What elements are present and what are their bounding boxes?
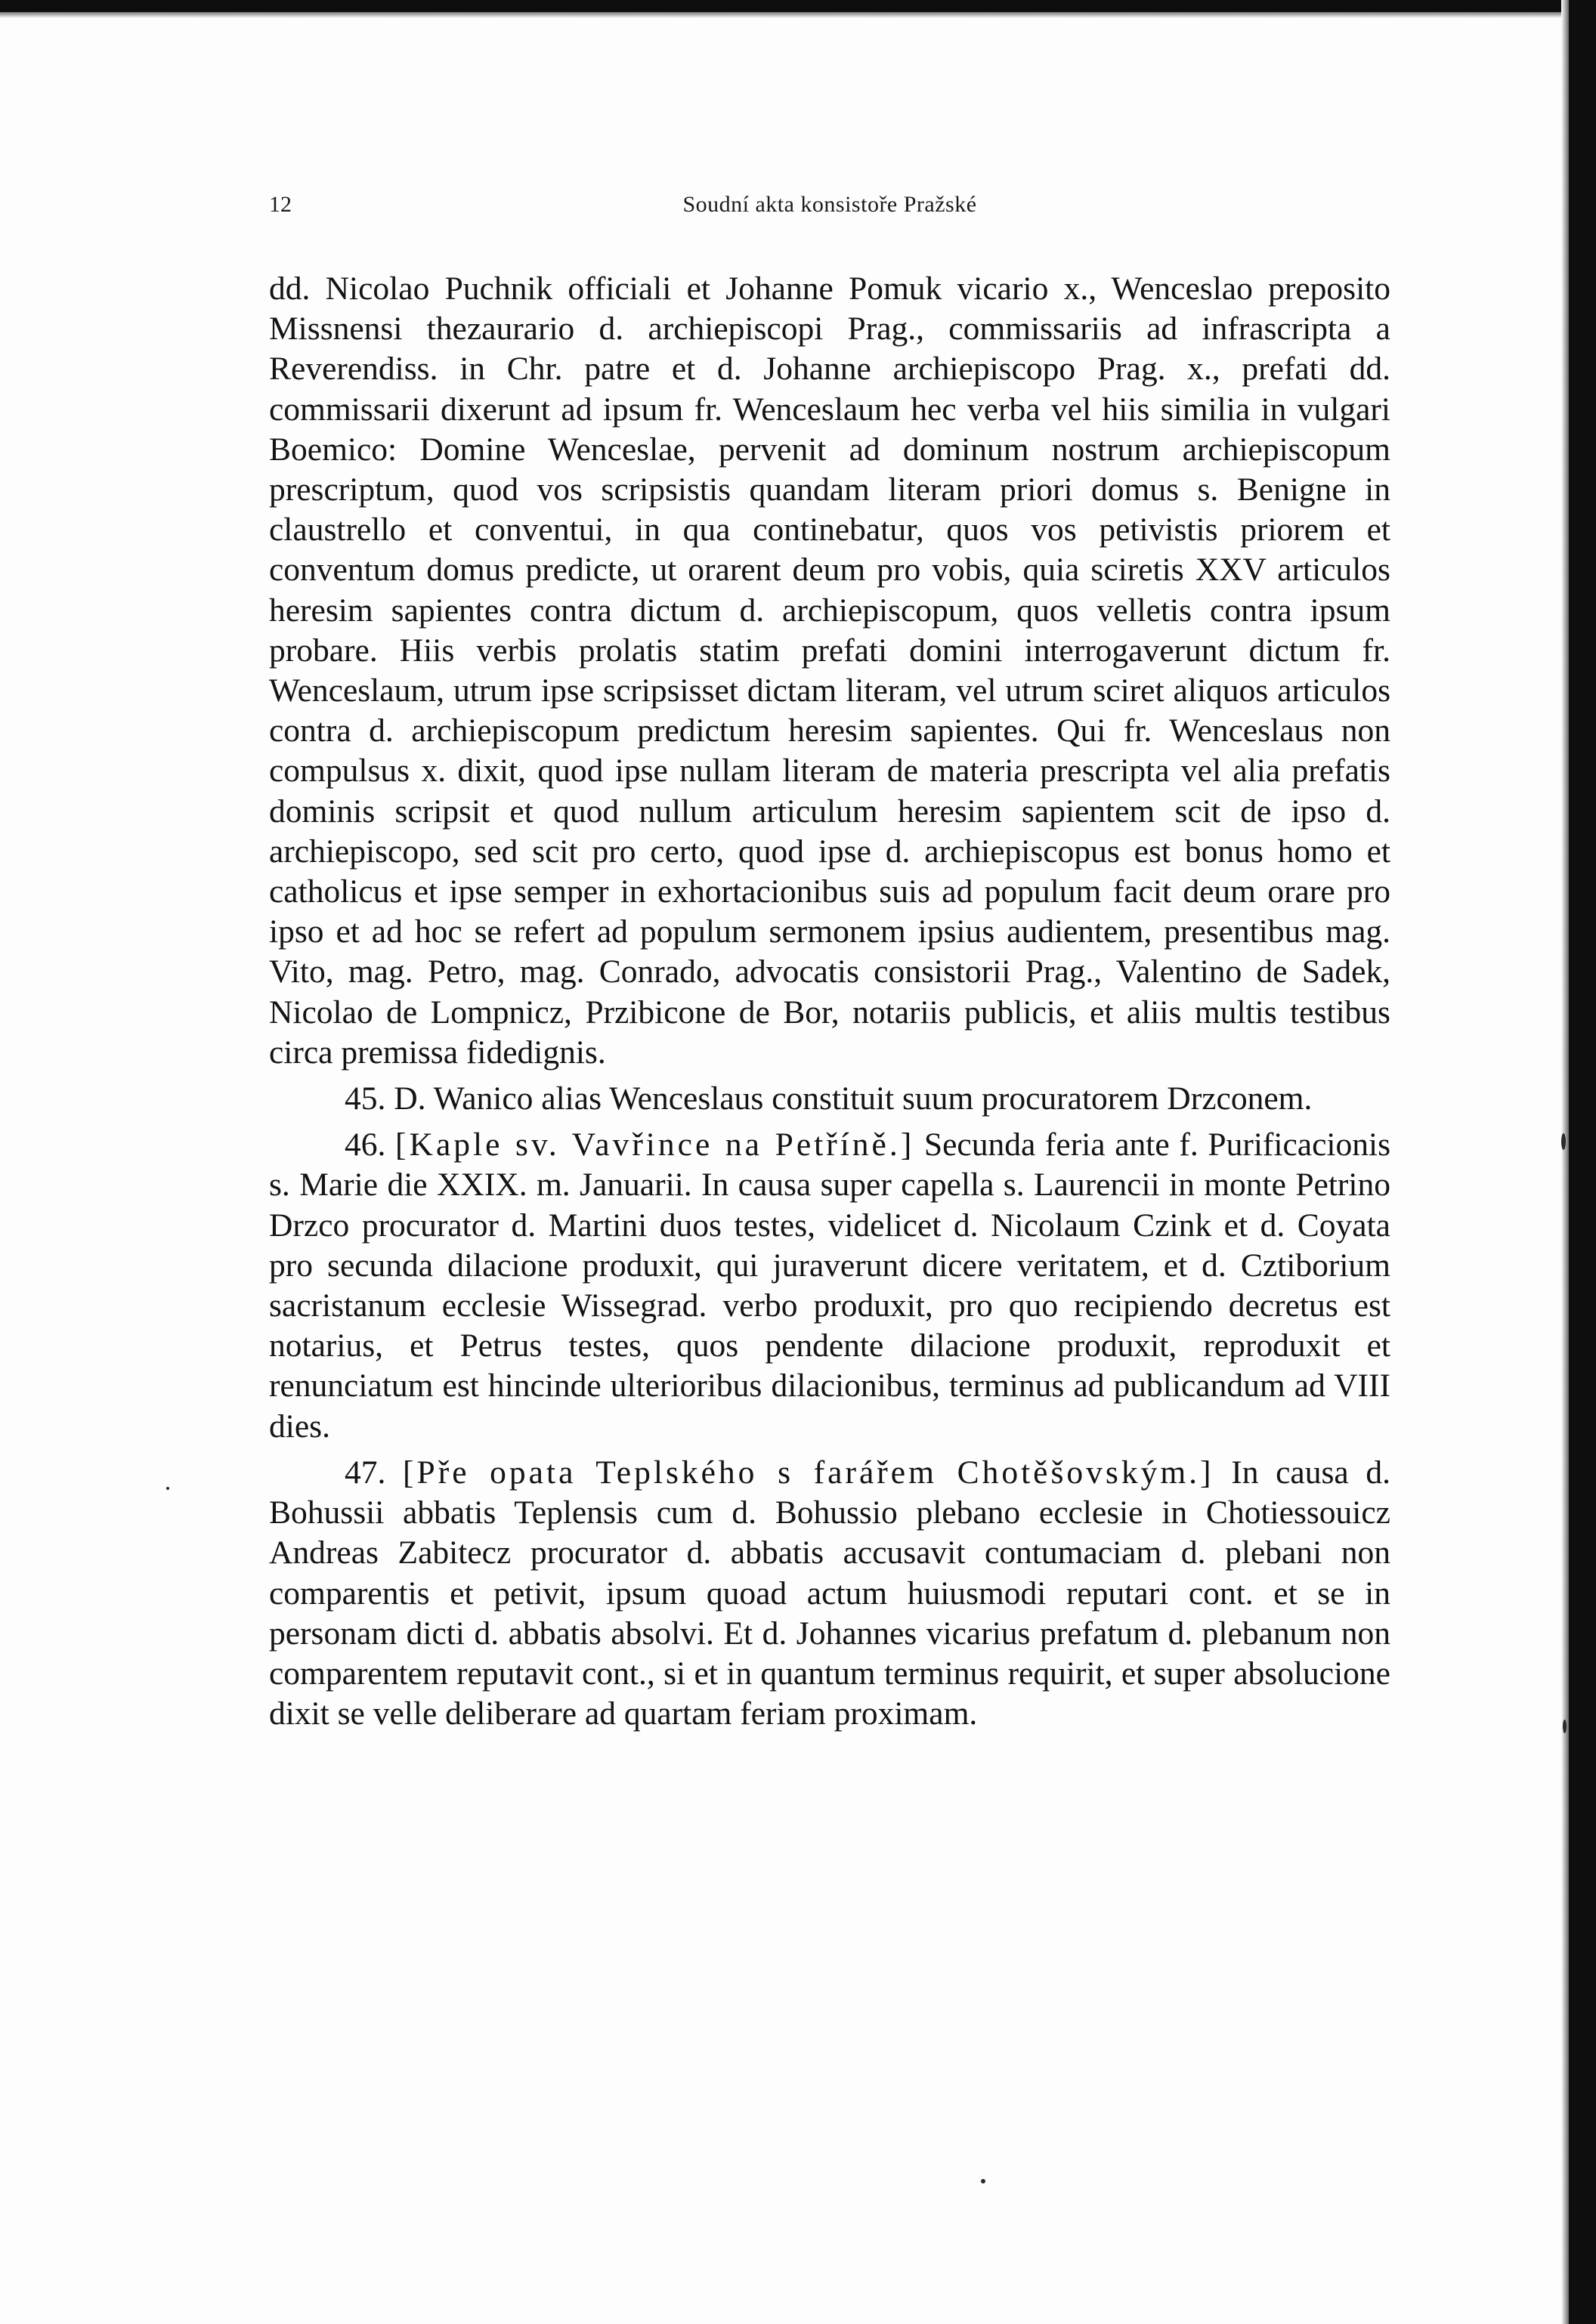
paragraph-45: 45. D. Wanico alias Wenceslaus constituit suum procuratorem Drzconem.: [345, 1080, 1313, 1117]
scan-speck: [166, 1487, 169, 1490]
paragraph-text: Secunda feria ante f. Purificacionis s. Marie die XXIX. m. Januarii. In causa super capella s. Laurencii in monte Petrino Drzco procurator d. Martini duos testes, videlicet d. Nicolaum Czink et d. Coyata pro secunda dilacione produxit, qui juraverunt dicere veritatem, et d. Cztiborium sacristanum ecclesie Wissegrad. verbo produxit, pro quo recipiendo decretus est notarius, et Petrus testes, quos pendente dilacione produxit, reproduxit et renunciatum est hincinde ulterioribus dilacionibus, terminus ad publicandum ad VIII dies.: [269, 1126, 1390, 1445]
running-title: Soudní akta konsistoře Pražské: [682, 192, 977, 217]
scan-speck: [981, 2179, 985, 2183]
scan-border-top-shadow: [0, 12, 1596, 18]
scan-speck: [1561, 1133, 1566, 1150]
paragraph-46: [269, 1125, 1390, 1447]
scan-border-right-shadow: [1561, 0, 1569, 2324]
paragraph-number: 47.: [345, 1454, 404, 1491]
section-heading: [Pře opata Teplského s farářem Chotěšovským.]: [403, 1454, 1214, 1491]
paragraph-44-continuation: dd. Nicolao Puchnik officiali et Johanne Pomuk vicario x., Wenceslao preposito Missnensi thezaurario d. archiepiscopi Prag., commissariis ad infrascripta a Reverendiss. in Chr. patre et d. Johanne archiepiscopo Prag. x., prefati dd. commissarii dixerunt ad ipsum fr. Wenceslaum hec verba vel hiis similia in vulgari Boemico: Domine Wenceslae, pervenit ad dominum nostrum archiepiscopum prescriptum, quod vos scripsistis quandam literam priori domus s. Benigne in claustrello et conventui, in qua continebatur, quos vos petivistis priorem et conventum domus predicte, ut orarent deum pro vobis, quia sciretis XXV articulos heresim sapientes contra dictum d. archiepiscopum, quos velletis contra ipsum probare. Hiis verbis prolatis statim prefati domini interrogaverunt dictum fr. Wenceslaum, utrum ipse scripsisset dictam literam, vel utrum sciret aliquos articulos contra d. archiepiscopum predictum heresim sapientes. Qui fr. Wenceslaus non compulsus x. dixit, quod ipse nullam literam de materia prescripta vel alia prefatis dominis scripsit et quod nullum articulum heresim sapientem scit de ipso d. archiepiscopo, sed scit pro certo, quod ipse d. archiepiscopus est bonus homo et catholicus et ipse semper in exhortacionibus suis ad populum facit deum orare pro ipso et ad hoc se refert ad populum sermonem ipsius audientem, presentibus mag. Vito, mag. Petro, mag. Conrado, advocatis consistorii Prag., Valentino de Sadek, Nicolao de Lompnicz, Przibicone de Bor, notariis publicis, et aliis multis testibus circa premissa fidedignis.: [269, 270, 1390, 1071]
scan-border-right: [1569, 0, 1596, 2324]
scan-border-top: [0, 0, 1596, 12]
paragraph-47: [269, 1453, 1390, 1734]
paragraph-number: 46.: [345, 1126, 396, 1164]
page-number: 12: [269, 192, 292, 217]
paragraph-text: In causa d. Bohussii abbatis Teplensis cum d. Bohussio plebano ecclesie in Chotiessouicz Andreas Zabitecz procurator d. abbatis accusavit contumaciam d. plebani non comparentis et petivit, ipsum quoad actum huiusmodi reputari cont. et se in personam dicti d. abbatis absolvi. Et d. Johannes vicarius prefatum d. plebanum non comparentem reputavit cont., si et in quantum terminus requirit, et super absolucione dixit se velle deliberare ad quartam feriam proximam.: [269, 1454, 1391, 1732]
running-head: [269, 192, 1390, 230]
body-text: [269, 269, 1390, 1734]
scan-speck: [1563, 1720, 1567, 1733]
section-heading: [Kaple sv. Vavřince na Petříně.]: [395, 1126, 915, 1164]
